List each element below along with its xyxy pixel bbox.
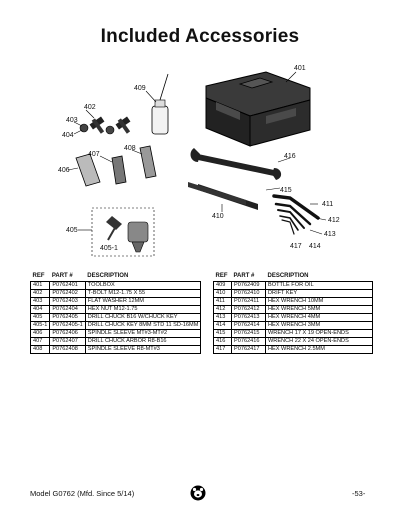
cell-ref: 406 [31, 330, 50, 338]
table-row [31, 314, 201, 322]
cell-description: HEX WRENCH 3MM [266, 322, 373, 330]
header-description: DESCRIPTION [266, 273, 373, 282]
header-part: PART # [232, 273, 266, 282]
table-header-row [31, 273, 201, 282]
callout-409: 409 [134, 85, 146, 92]
cell-part: P0762414 [232, 322, 266, 330]
header-part: PART # [50, 273, 85, 282]
cell-description: HEX NUT M12-1.75 [85, 306, 201, 314]
table-row [31, 298, 201, 306]
table-row [31, 282, 201, 290]
cell-ref: 410 [214, 290, 232, 298]
cell-description: DRILL CHUCK ARBOR R8-B16 [85, 338, 201, 346]
table-row [31, 330, 201, 338]
cell-ref: 401 [31, 282, 50, 290]
table-header-row [214, 273, 373, 282]
table-row [31, 338, 201, 346]
cell-part: P0762401 [50, 282, 85, 290]
cell-part: P0762415 [232, 330, 266, 338]
callout-405: 405 [66, 227, 78, 234]
toolbox-illustration [206, 72, 310, 146]
table-row [214, 322, 373, 330]
callout-415: 415 [280, 187, 292, 194]
parts-table-left [30, 273, 201, 354]
cell-ref: 417 [214, 346, 232, 354]
table-row [214, 338, 373, 346]
cell-description: DRILL CHUCK KEY 8MM STD 11 SD-16MM [85, 322, 201, 330]
cell-description: TOOLBOX [85, 282, 201, 290]
parts-table-right [213, 273, 373, 354]
cell-description: DRIFT KEY [266, 290, 373, 298]
cell-ref: 412 [214, 306, 232, 314]
cell-part: P0762407 [50, 338, 85, 346]
callout-414: 414 [309, 243, 321, 250]
footer-model-info: Model G0762 (Mfd. Since 5/14) [30, 489, 135, 498]
cell-ref: 405-1 [31, 322, 50, 330]
table-row [214, 346, 373, 354]
cell-ref: 408 [31, 346, 50, 354]
cell-part: P0762417 [232, 346, 266, 354]
table-row [31, 306, 201, 314]
cell-ref: 405 [31, 314, 50, 322]
callout-412: 412 [328, 217, 340, 224]
cell-part: P0762413 [232, 314, 266, 322]
table-row [214, 306, 373, 314]
cell-ref: 414 [214, 322, 232, 330]
table-row [31, 290, 201, 298]
cell-part: P0762411 [232, 298, 266, 306]
cell-ref: 409 [214, 282, 232, 290]
table-row [214, 330, 373, 338]
cell-part: P0762410 [232, 290, 266, 298]
hex-wrench-set-illustration [274, 196, 318, 234]
cell-part: P0762405 [50, 314, 85, 322]
callout-401: 401 [294, 65, 306, 72]
cell-part: P0762412 [232, 306, 266, 314]
cell-description: FLAT WASHER 12MM [85, 298, 201, 306]
table-row [214, 298, 373, 306]
cell-part: P0762406 [50, 330, 85, 338]
callout-410: 410 [212, 213, 224, 220]
cell-part: P0762405-1 [50, 322, 85, 330]
accessories-illustration [28, 58, 373, 268]
cell-description: HEX WRENCH 10MM [266, 298, 373, 306]
cell-description: WRENCH 17 X 19 OPEN-ENDS [266, 330, 373, 338]
header-ref: REF [31, 273, 50, 282]
page-number: -53- [352, 489, 366, 498]
cell-description: HEX WRENCH 5MM [266, 306, 373, 314]
cell-description: SPINDLE SLEEVE R8-MT#3 [85, 346, 201, 354]
drift-key-illustration [188, 182, 246, 205]
cell-part: P0762402 [50, 290, 85, 298]
callout-417: 417 [290, 243, 302, 250]
cell-ref: 404 [31, 306, 50, 314]
table-row [31, 322, 201, 330]
cell-description: T-BOLT M12-1.75 X 55 [85, 290, 201, 298]
callout-411: 411 [322, 201, 334, 208]
callout-402: 402 [84, 104, 96, 111]
cell-part: P0762409 [232, 282, 266, 290]
cell-description: WRENCH 22 X 24 OPEN-ENDS [266, 338, 373, 346]
cell-ref: 407 [31, 338, 50, 346]
callout-405-1: 405-1 [100, 245, 118, 252]
oil-bottle-illustration [152, 74, 168, 134]
cell-description: SPINDLE SLEEVE MT#3-MT#2 [85, 330, 201, 338]
cell-ref: 411 [214, 298, 232, 306]
cell-ref: 403 [31, 298, 50, 306]
page-title: Included Accessories [100, 26, 300, 47]
callout-407: 407 [88, 151, 100, 158]
bear-logo-icon [190, 485, 206, 501]
table-row [214, 314, 373, 322]
cell-ref: 402 [31, 290, 50, 298]
t-bolt-illustration [80, 117, 130, 134]
table-row [214, 290, 373, 298]
callout-406: 406 [58, 167, 70, 174]
callout-416: 416 [284, 153, 296, 160]
callout-403: 403 [66, 117, 78, 124]
header-description: DESCRIPTION [85, 273, 201, 282]
table-row [214, 282, 373, 290]
cell-part: P0762416 [232, 338, 266, 346]
cell-ref: 413 [214, 314, 232, 322]
table-row [31, 346, 201, 354]
cell-description: HEX WRENCH 2.5MM [266, 346, 373, 354]
cell-ref: 415 [214, 330, 232, 338]
callout-413: 413 [324, 231, 336, 238]
cell-description: BOTTLE FOR OIL [266, 282, 373, 290]
callout-408: 408 [124, 145, 136, 152]
cell-description: HEX WRENCH 4MM [266, 314, 373, 322]
cell-ref: 416 [214, 338, 232, 346]
cell-part: P0762404 [50, 306, 85, 314]
header-ref: REF [214, 273, 232, 282]
cell-part: P0762403 [50, 298, 85, 306]
cell-part: P0762408 [50, 346, 85, 354]
cell-description: DRILL CHUCK B16 W/CHUCK KEY [85, 314, 201, 322]
callout-404: 404 [62, 132, 74, 139]
